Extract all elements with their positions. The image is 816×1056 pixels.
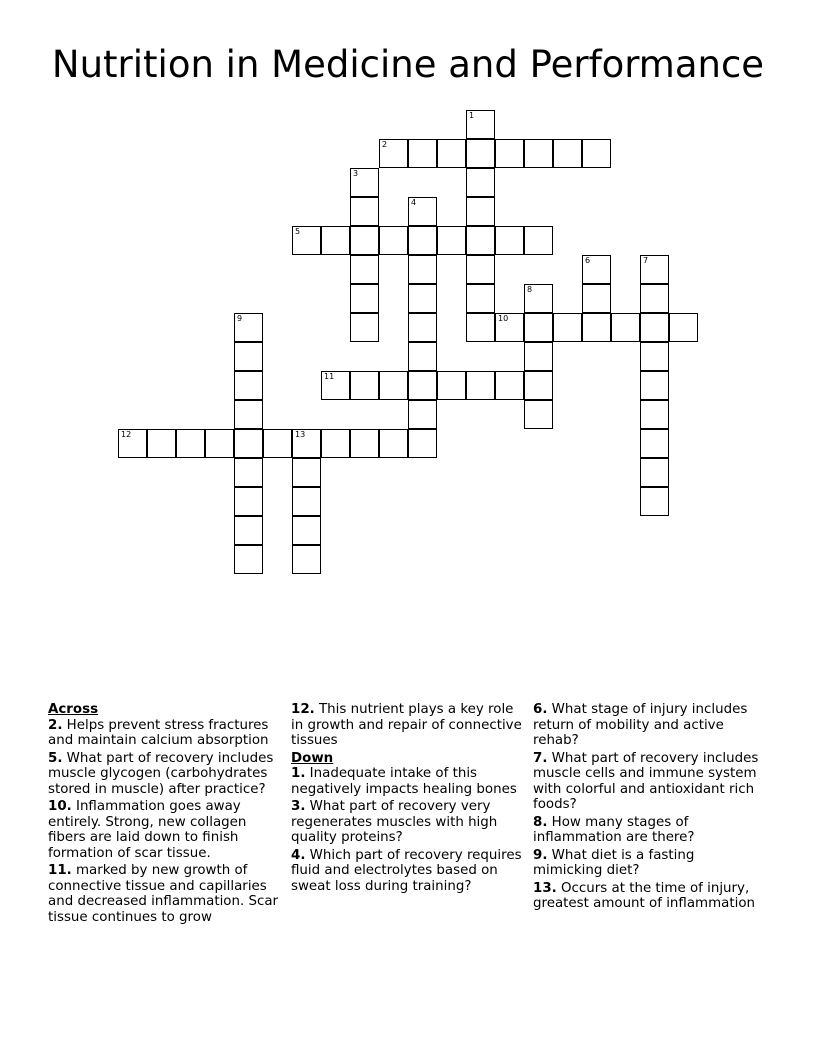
grid-cell[interactable] bbox=[234, 371, 263, 400]
grid-cell[interactable] bbox=[553, 313, 582, 342]
grid-cell[interactable] bbox=[408, 139, 437, 168]
clue-down-3: 3. What part of recovery very regenerates muscles with high quality proteins? bbox=[291, 799, 498, 845]
grid-cell[interactable] bbox=[118, 429, 147, 458]
clue-number: 12 bbox=[121, 430, 132, 439]
clue-number: 4 bbox=[411, 198, 417, 207]
grid-cell[interactable] bbox=[350, 313, 379, 342]
grid-cell[interactable] bbox=[495, 139, 524, 168]
grid-cell[interactable] bbox=[147, 429, 176, 458]
grid-cell[interactable] bbox=[582, 255, 611, 284]
grid-cell[interactable] bbox=[466, 255, 495, 284]
clue-column-2 bbox=[291, 702, 523, 896]
grid-cell[interactable] bbox=[350, 197, 379, 226]
grid-cell[interactable] bbox=[437, 139, 466, 168]
clue-number: 9 bbox=[237, 314, 243, 323]
grid-cell[interactable] bbox=[640, 284, 669, 313]
clue-number: 5 bbox=[295, 227, 301, 236]
grid-cell[interactable] bbox=[640, 313, 669, 342]
grid-cell[interactable] bbox=[379, 226, 408, 255]
grid-cell[interactable] bbox=[379, 139, 408, 168]
grid-cell[interactable] bbox=[640, 458, 669, 487]
grid-cell[interactable] bbox=[495, 313, 524, 342]
clue-number: 13 bbox=[295, 430, 306, 439]
grid-cell[interactable] bbox=[466, 110, 495, 139]
grid-cell[interactable] bbox=[234, 545, 263, 574]
grid-cell[interactable] bbox=[408, 313, 437, 342]
clue-down-9: 9. What diet is a fasting mimicking diet? bbox=[533, 847, 695, 878]
grid-cell[interactable] bbox=[321, 226, 350, 255]
grid-cell[interactable] bbox=[408, 226, 437, 255]
grid-cell[interactable] bbox=[582, 139, 611, 168]
grid-cell[interactable] bbox=[437, 371, 466, 400]
grid-cell[interactable] bbox=[350, 226, 379, 255]
grid-cell[interactable] bbox=[582, 284, 611, 313]
grid-cell[interactable] bbox=[234, 342, 263, 371]
grid-cell[interactable] bbox=[408, 371, 437, 400]
clue-down-13: 13. Occurs at the time of injury, greatest amount of inflammation bbox=[533, 880, 756, 911]
grid-cell[interactable] bbox=[524, 400, 553, 429]
grid-cell[interactable] bbox=[205, 429, 234, 458]
down-heading: Down bbox=[291, 750, 334, 766]
grid-cell[interactable] bbox=[669, 313, 698, 342]
grid-cell[interactable] bbox=[582, 313, 611, 342]
grid-cell[interactable] bbox=[350, 371, 379, 400]
grid-cell[interactable] bbox=[640, 400, 669, 429]
grid-cell[interactable] bbox=[234, 458, 263, 487]
grid-cell[interactable] bbox=[292, 487, 321, 516]
clue-across-5: 5. What part of recovery includes muscle glycogen (carbohydrates stored in muscle) after practice? bbox=[48, 750, 274, 797]
grid-cell[interactable] bbox=[292, 226, 321, 255]
grid-cell[interactable] bbox=[292, 458, 321, 487]
grid-cell[interactable] bbox=[234, 516, 263, 545]
grid-cell[interactable] bbox=[292, 516, 321, 545]
grid-cell[interactable] bbox=[350, 284, 379, 313]
grid-cell[interactable] bbox=[234, 487, 263, 516]
grid-cell[interactable] bbox=[495, 226, 524, 255]
grid-cell[interactable] bbox=[292, 545, 321, 574]
clue-number: 1 bbox=[469, 111, 475, 120]
grid-cell[interactable] bbox=[350, 429, 379, 458]
grid-cell[interactable] bbox=[640, 371, 669, 400]
grid-cell[interactable] bbox=[408, 400, 437, 429]
grid-cell[interactable] bbox=[350, 168, 379, 197]
clue-column-1 bbox=[48, 702, 284, 927]
grid-cell[interactable] bbox=[466, 168, 495, 197]
grid-cell[interactable] bbox=[524, 342, 553, 371]
grid-cell[interactable] bbox=[379, 371, 408, 400]
grid-cell[interactable] bbox=[524, 226, 553, 255]
clue-number: 7 bbox=[643, 256, 649, 265]
grid-cell[interactable] bbox=[292, 429, 321, 458]
grid-cell[interactable] bbox=[495, 371, 524, 400]
grid-cell[interactable] bbox=[466, 197, 495, 226]
grid-cell[interactable] bbox=[640, 255, 669, 284]
grid-cell[interactable] bbox=[263, 429, 292, 458]
grid-cell[interactable] bbox=[640, 429, 669, 458]
grid-cell[interactable] bbox=[466, 284, 495, 313]
across-heading: Across bbox=[48, 702, 99, 717]
clue-across-11: 11. marked by new growth of connective tissue and capillaries and decreased inflammation. Scar tissue continues to grow bbox=[48, 863, 279, 925]
grid-cell[interactable] bbox=[234, 429, 263, 458]
grid-cell[interactable] bbox=[524, 139, 553, 168]
clue-down-7: 7. What part of recovery includes muscle cells and immune system with colorful and antioxidant rich foods? bbox=[533, 750, 759, 812]
grid-cell[interactable] bbox=[524, 313, 553, 342]
grid-cell[interactable] bbox=[611, 313, 640, 342]
grid-cell[interactable] bbox=[350, 255, 379, 284]
grid-cell[interactable] bbox=[466, 139, 495, 168]
grid-cell[interactable] bbox=[408, 197, 437, 226]
clue-down-6: 6. What stage of injury includes return of mobility and active rehab? bbox=[533, 702, 748, 748]
clue-down-1: 1. Inadequate intake of this negatively impacts healing bones bbox=[291, 766, 517, 797]
grid-cell[interactable] bbox=[408, 429, 437, 458]
clue-number: 6 bbox=[585, 256, 591, 265]
grid-cell[interactable] bbox=[408, 342, 437, 371]
page-title: Nutrition in Medicine and Performance bbox=[51, 43, 765, 86]
grid-cell[interactable] bbox=[466, 313, 495, 342]
clue-number: 11 bbox=[324, 372, 335, 381]
grid-cell[interactable] bbox=[553, 139, 582, 168]
clue-across-10: 10. Inflammation goes away entirely. Strong, new collagen fibers are laid down to finish formation of scar tissue. bbox=[48, 799, 247, 861]
grid-cell[interactable] bbox=[466, 226, 495, 255]
clue-number: 10 bbox=[498, 314, 509, 323]
clue-down-8: 8. How many stages of inflammation are there? bbox=[533, 814, 695, 845]
grid-cell[interactable] bbox=[234, 313, 263, 342]
grid-cell[interactable] bbox=[466, 371, 495, 400]
clue-down-4: 4. Which part of recovery requires fluid and electrolytes based on sweat loss during training? bbox=[291, 847, 522, 894]
clue-number: 3 bbox=[353, 169, 359, 178]
clue-number: 2 bbox=[382, 140, 388, 149]
grid-cell[interactable] bbox=[379, 429, 408, 458]
clue-across-12: 12. This nutrient plays a key role in growth and repair of connective tissues bbox=[291, 702, 522, 748]
clue-column-3 bbox=[533, 702, 765, 914]
clue-number: 8 bbox=[527, 285, 533, 294]
clue-across-2: 2. Helps prevent stress fractures and maintain calcium absorption bbox=[48, 717, 269, 748]
grid-cell[interactable] bbox=[524, 284, 553, 313]
grid-cell[interactable] bbox=[640, 342, 669, 371]
grid-cell[interactable] bbox=[408, 284, 437, 313]
grid-cell[interactable] bbox=[640, 487, 669, 516]
grid-cell[interactable] bbox=[437, 226, 466, 255]
grid-cell[interactable] bbox=[234, 400, 263, 429]
grid-cell[interactable] bbox=[524, 371, 553, 400]
grid-cell[interactable] bbox=[176, 429, 205, 458]
grid-cell[interactable] bbox=[321, 429, 350, 458]
grid-cell[interactable] bbox=[408, 255, 437, 284]
grid-cell[interactable] bbox=[321, 371, 350, 400]
